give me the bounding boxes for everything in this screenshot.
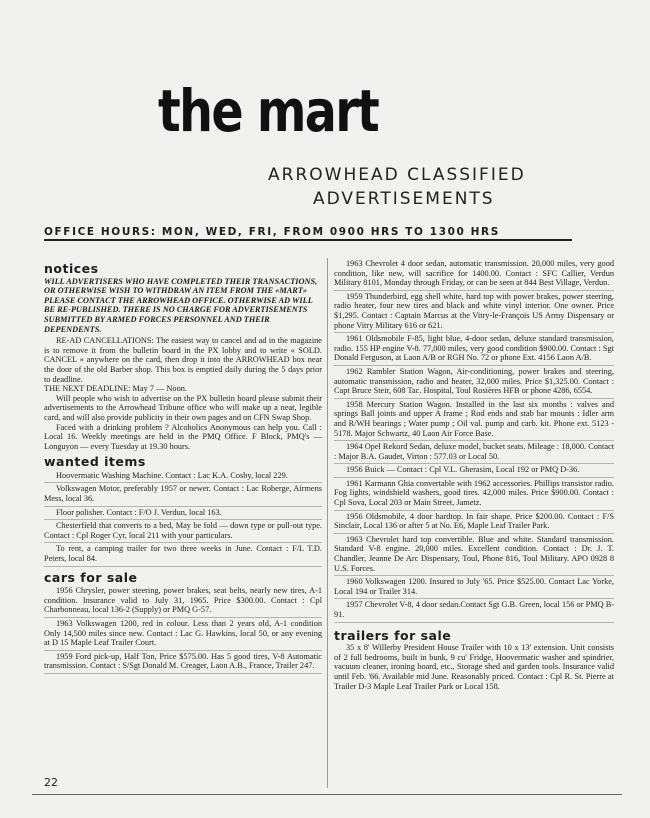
car-ad: 1959 Ford pick-up, Half Ton, Price $575.00. Has 5 good tires, V-8 Automatic transmission. Contact : S/Sgt Donald M. Creager, Laon A.B., France, Trailer 247.: [44, 651, 322, 674]
footer-rule: [32, 794, 622, 795]
right-column: [334, 258, 614, 691]
car-ad: 1960 Volkswagen 1200. Insured to July '65. Price $525.00. Contact Lac Yorke, Local 194 or Trailer 314.: [334, 576, 614, 599]
trailers-heading: trailers for sale: [334, 627, 452, 643]
wanted-ad: Hoovermatic Washing Machine. Contact : Lac K.A. Cosby, local 229.: [44, 470, 322, 484]
car-ad: 1958 Mercury Station Wagon. Installed in the last six months : valves and springs Ball joints and upper A frame ; Rod ends and stab bar mounts : Idler arm and R/WH bearings ; Water pump ; Oil val. pump and carb. kit. Phone ext. 5123 - 5178. Major Schwartz, 40 Laon Air Force Base.: [334, 399, 614, 441]
page-number: 22: [44, 776, 58, 789]
wanted-heading: wanted items: [44, 454, 146, 470]
car-ad: 1959 Thunderbird, egg shell white, hard top with power brakes, power steering, radio heater, four new tires and black and white vinyl interior. One owner. Price $1,295. Contact : Captain Marcus at the Vitry-le-François US Army Dispensary or phone Vitry Military 616 or 621.: [334, 291, 614, 333]
car-ad: 1964 Opel Rekord Sedan, deluxe model, bucket seats. Mileage : 18,000. Contact : Major B.A. Gaudet, Virton : 577.03 or Local 50.: [334, 441, 614, 464]
notice-paragraph: Will people who wish to advertise on the PX bulletin board please submit their advertisements to the Arrowhead Tribune office who will make up a neat, legible card, and will also provide publicity in their own pages and on CFN Swap Shop.: [44, 393, 322, 422]
car-ad: 1956 Oldsmobile, 4 door hardtop. In fair shape. Price $200.00. Contact : F/S Sinclair, Local 136 or after 5 at No. E6, Maple Leaf Trailer Park.: [334, 511, 614, 534]
column-divider: [327, 258, 328, 788]
notice-paragraph: RE-AD CANCELLATIONS: The easiest way to cancel and ad in the magazine is to remove it from the bulletin board in the PX lobby and to write « SOLD. CANCEL » anywhere on the card, then drop it into the ARROWHEAD box near the door of the old Barber shop. This box is emptied daily during the 5 days prior to deadline.: [44, 336, 322, 384]
notice-bold: WILL ADVERTISERS WHO HAVE COMPLETED THEIR TRANSACTIONS, OR OTHERWISE WISH TO WITHDRAW AN ITEM FROM THE «MART» PLEASE CONTACT THE ARROWHEAD OFFICE. OTHERWISE AD WILL BE RE-PUBLISHED. THERE IS NO CHARGE FOR ADVERTISEMENTS SUBMITTED BY ARMED FORCES PERSONNEL AND THEIR DEPENDENTS.: [44, 276, 318, 334]
notice-paragraph: THE NEXT DEADLINE: May 7 — Noon.: [44, 384, 187, 394]
wanted-ad: To rent, a camping trailer for two three weeks in June. Contact : F/L T.D. Peters, local 84.: [44, 543, 322, 566]
car-ad: 1957 Chevrolet V-8, 4 door sedan.Contact Sgt G.B. Green, local 156 or PMQ B-91.: [334, 599, 614, 622]
notices-heading: notices: [44, 261, 99, 276]
wanted-ad: Floor polisher. Contact : F/O J. Verdun, local 163.: [44, 507, 322, 521]
left-column: [44, 262, 322, 674]
car-ad: 1961 Karmann Ghia convertable with 1962 accessories. Phillips transistor radio. Fog lights, windshield washers, good tires. 42,000 miles. Price $900.00. Contact : Cpl Sova, Local 203 or Main Street, Jametz.: [334, 478, 614, 511]
car-ad: 1956 Chrysler, power steering, power brakes, seat belts, nearly new tires, A-1 condition. Insurance valid to July 31, 1965. Price $300.00. Contact : Cpl Charbonneau, local 136-2 (Supply) or PMQ G-57.: [44, 585, 322, 618]
car-ad: 1963 Volkswagen 1200, red in colour. Less than 2 years old, A-1 condition Only 14,500 miles since new. Contact : Lac G. Hawkins, local 50, or any evening at D 15 Maple Leaf Trailer Court.: [44, 618, 322, 651]
cars-heading: cars for sale: [44, 569, 138, 585]
car-ad: 1956 Buick — Contact : Cpl V.L. Gherasim, Local 192 or PMQ D-36.: [334, 464, 614, 478]
subtitle-line-1: ARROWHEAD CLASSIFIED: [268, 165, 526, 185]
masthead: the mart: [158, 77, 379, 145]
car-ad: 1963 Chevrolet hard top convertible. Blue and white. Standard transmission. Standard V-8 engine. 20,000 miles. Excellent condition. Contact : Dr. J. T. Chandler, Jeanne De Arc Dispensary, Toul, Phone 816, Toul Military. APO 0928 8 U.S. Forces.: [334, 534, 614, 576]
office-hours: OFFICE HOURS: MON, WED, FRI, FROM 0900 HRS TO 1300 HRS: [44, 226, 572, 241]
trailer-ad: 35 x 8' Willerby President House Trailer with 10 x 13' extension. Unit consists of 2 full bedrooms, built in bunk, 9 cu' Fridge, Hoovermatic washer and spindrier, vacuum cleaner, ironing board, etc., Storage shed and garden tools. Insurance valid until Feb. '66. Available mid June. Reasonably priced. Contact : Cpl R. St. Pierre at Trailer D-3 Maple Leaf Trailer Park or Local 158.: [334, 643, 614, 691]
car-ad: 1962 Rambler Station Wagon, Air-conditioning, power brakes and steering, automatic transmission, radio and heater, 32,000 miles. Price $1,325.00. Contact : Capt Bruce Steir, 608 Tac. Hospital, Toul Rosières HFB or phone 4286, 6554.: [334, 366, 614, 399]
wanted-ad: Volkswagen Motor, preferably 1957 or newer. Contact : Lac Roberge, Airmens Mess, local 36.: [44, 483, 322, 506]
car-ad: 1963 Chevrolet 4 door sedan, automatic transmission. 20,000 miles, very good condition, like new, will sacrifice for 1400.00. Contact : SFC Callier, Verdun Military 8101, Monday through Friday, or can be seen at 844 Best Village, Verdun.: [334, 258, 614, 291]
notice-paragraph: Faced with a drinking problem ? Alcoholics Anonymous can help you. Call : Local 16. Weekly meetings are held in the PMQ Office. F Block, PMQ's — Longuyon — every Tuesday at 19.30 hours.: [44, 422, 322, 451]
wanted-ad: Chesterfield that converts to a bed, May be fold — down type or pull-out type. Contact : Cpl Roger Cyr, local 211 with your particulars.: [44, 520, 322, 543]
car-ad: 1961 Oldsmobile F-85, light blue, 4-door sedan, deluxe standard transmission, radio. 155 HP engine V-8. 77,000 miles, very good condition $900.00. Contact : Sgt Donald Ferguson, at Laon A/B or RGH No. 72 or phone Ext. 4156 Laon A/B.: [334, 333, 614, 366]
subtitle-line-2: ADVERTISEMENTS: [313, 189, 495, 209]
